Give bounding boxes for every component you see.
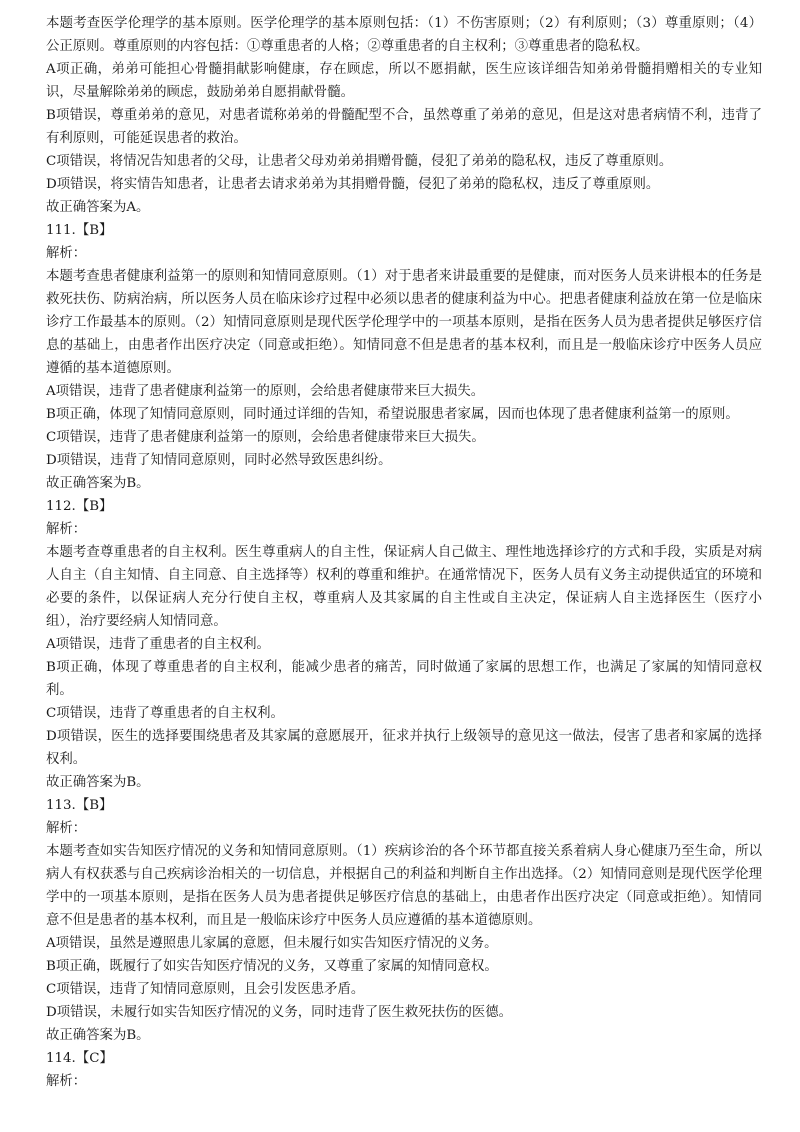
paragraph-110-intro: 本题考查医学伦理学的基本原则。医学伦理学的基本原则包括：（1）不伤害原则；（2）有利原则；（3）尊重原则；（4）公正原则。尊重原则的内容包括：①尊重患者的人格；②尊重患者的自主权利；③尊重患者的隐私权。 bbox=[46, 16, 762, 54]
paragraph-111-intro: 本题考查患者健康利益第一的原则和知情同意原则。（1）对于患者来讲最重要的是健康，而对医务人员来讲根本的任务是救死扶伤、防病治病，所以医务人员在临床诊疗过程中必须以患者的健康利益为中心。把患者健康利益放在第一位是临床诊疗工作最基本的原则。（2）知情同意原则是现代医学伦理学中的一项基本原则，是指在医务人员为患者提供足够医疗信息的基础上，由患者作出医疗决定（同意或拒绝）。知情同意不但是患者的基本权利，而且是一般临床诊疗中医务人员应遵循的基本道德原则。 bbox=[46, 269, 762, 376]
analysis-label-111: 解析： bbox=[46, 246, 87, 261]
paragraph-113-intro: 本题考查如实告知医疗情况的义务和知情同意原则。（1）疾病诊治的各个环节都直接关系着病人身心健康乃至生命，所以病人有权获悉与自己疾病诊治相关的一切信息，并根据自己的利益和判断自主作出选择。（2）知情同意则是现代医学伦理学中的一项基本原则，是指在医务人员为患者提供足够医疗信息的基础上，由患者作出医疗决定（同意或拒绝）。知情同意不但是患者的基本权利，而且是一般临床诊疗中医务人员应遵循的基本道德原则。 bbox=[46, 844, 762, 928]
analysis-label-113: 解析： bbox=[46, 821, 87, 836]
option-b-113: B项正确，既履行了如实告知医疗情况的义务，又尊重了家属的知情同意权。 bbox=[46, 959, 498, 974]
answer-112: 故正确答案为B。 bbox=[46, 775, 150, 790]
option-b-111: B项正确，体现了知情同意原则，同时通过详细的告知，希望说服患者家属，因而也体现了患者健康利益第一的原则。 bbox=[46, 407, 739, 422]
option-a-113: A项错误，虽然是遵照患儿家属的意愿，但未履行如实告知医疗情况的义务。 bbox=[46, 936, 498, 951]
option-d-113: D项错误，未履行如实告知医疗情况的义务，同时违背了医生救死扶伤的医德。 bbox=[46, 1005, 513, 1020]
option-a-112: A项错误，违背了重患者的自主权利。 bbox=[46, 637, 270, 652]
option-c-110: C项错误，将情况告知患者的父母，让患者父母劝弟弟捐赠骨髓，侵犯了弟弟的隐私权，违反了尊重原则。 bbox=[46, 154, 673, 169]
option-d-110: D项错误，将实情告知患者，让患者去请求弟弟为其捐赠骨髓，侵犯了弟弟的隐私权，违反了尊重原则。 bbox=[46, 177, 660, 192]
option-a-111: A项错误，违背了患者健康利益第一的原则，会给患者健康带来巨大损失。 bbox=[46, 384, 485, 399]
paragraph-112-intro: 本题考查尊重患者的自主权利。医生尊重病人的自主性，保证病人自己做主、理性地选择诊疗的方式和手段，实质是对病人自主（自主知情、自主同意、自主选择等）权利的尊重和维护。在通常情况下，医务人员有义务主动提供适宜的环境和必要的条件，以保证病人充分行使自主权，尊重病人及其家属的自主性或自主决定，保证病人自主选择医生（医疗小组），治疗要经病人知情同意。 bbox=[46, 545, 762, 629]
question-113-header: 113.【B】 bbox=[46, 798, 113, 813]
question-111-header: 111.【B】 bbox=[46, 223, 113, 238]
answer-111: 故正确答案为B。 bbox=[46, 476, 150, 491]
question-112-header: 112.【B】 bbox=[46, 499, 113, 514]
option-c-113: C项错误，违背了知情同意原则，且会引发医患矛盾。 bbox=[46, 982, 365, 997]
answer-110: 故正确答案为A。 bbox=[46, 200, 150, 215]
option-d-112: D项错误，医生的选择要围绕患者及其家属的意愿展开，征求并执行上级领导的意见这一做法，侵害了患者和家属的选择权利。 bbox=[46, 729, 762, 767]
option-c-112: C项错误，违背了尊重患者的自主权利。 bbox=[46, 706, 284, 721]
option-b-112: B项正确，体现了尊重患者的自主权利，能减少患者的痛苦，同时做通了家属的思想工作，也满足了家属的知情同意权利。 bbox=[46, 660, 762, 698]
document-page bbox=[46, 12, 762, 1093]
analysis-label-114: 解析： bbox=[46, 1074, 87, 1089]
answer-113: 故正确答案为B。 bbox=[46, 1028, 150, 1043]
option-a-110: A项正确，弟弟可能担心骨髓捐献影响健康，存在顾虑，所以不愿捐献，医生应该详细告知弟弟骨髓捐赠相关的专业知识，尽量解除弟弟的顾虑，鼓励弟弟自愿捐献骨髓。 bbox=[46, 62, 762, 100]
question-114-header: 114.【C】 bbox=[46, 1051, 113, 1066]
option-d-111: D项错误，违背了知情同意原则，同时必然导致医患纠纷。 bbox=[46, 453, 392, 468]
analysis-label-112: 解析： bbox=[46, 522, 87, 537]
option-b-110: B项错误，尊重弟弟的意见，对患者谎称弟弟的骨髓配型不合，虽然尊重了弟弟的意见，但是这对患者病情不利，违背了有利原则，可能延误患者的救治。 bbox=[46, 108, 762, 146]
option-c-111: C项错误，违背了患者健康利益第一的原则，会给患者健康带来巨大损失。 bbox=[46, 430, 485, 445]
